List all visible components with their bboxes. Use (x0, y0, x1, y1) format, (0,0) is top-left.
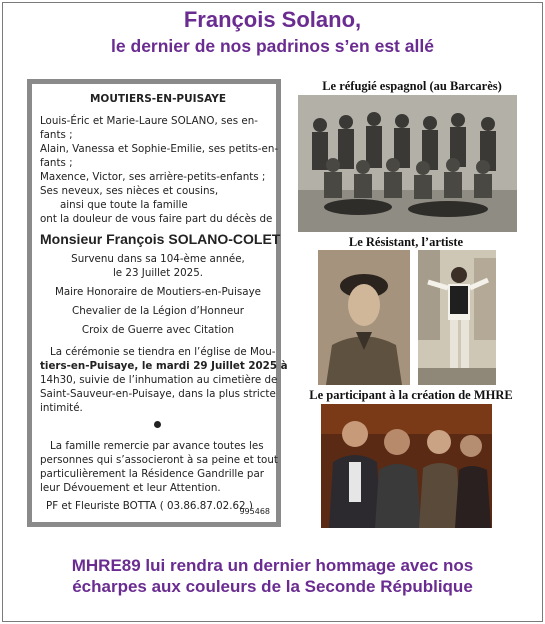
mhre-photo-image (321, 404, 492, 528)
caption-resistant: Le Résistant, l’artiste (348, 235, 464, 249)
notice-place: MOUTIERS-EN-PUISAYE (89, 93, 227, 105)
dancer-image (418, 250, 496, 385)
notice-line: Louis-Éric et Marie-Laure SOLANO, ses en- (40, 115, 258, 127)
ceremony-line: Saint-Sauveur-en-Puisaye, dans la plus stricte (40, 388, 276, 400)
notice-detail: le 23 Juillet 2025. (112, 267, 204, 279)
caption-mhre: Le participant à la création de MHRE (309, 388, 513, 402)
ceremony-line: intimité. (40, 402, 83, 414)
obituary-notice (27, 79, 288, 527)
thanks-line: leur Dévouement et leur Attention. (40, 482, 221, 494)
notice-line: ainsi que toute la famille (60, 199, 188, 211)
thanks-line: particulièrement la Résidence Gandrille par (40, 468, 264, 480)
notice-line: fants ; (40, 157, 73, 169)
page-title: François Solano, (183, 7, 362, 32)
funeral-home: PF et Fleuriste BOTTA ( 03.86.87.02.62 ) (46, 500, 253, 512)
refugee-group-photo (298, 95, 517, 232)
thanks-line: La famille remercie par avance toutes les (50, 440, 264, 452)
ceremony-line: tiers-en-Puisaye, le mardi 29 Juillet 2025 à (40, 360, 288, 372)
notice-line: Maxence, Victor, ses arrière-petits-enfants ; (40, 171, 266, 183)
notice-reference: 995468 (239, 507, 270, 516)
group-photo-image (298, 95, 517, 232)
notice-line: ont la douleur de vous faire part du décès de (40, 213, 273, 225)
deceased-name: Monsieur François SOLANO-COLET (40, 231, 281, 247)
ceremony-line: 14h30, suivie de l’inhumation au cimetière de (40, 374, 278, 386)
portrait-image (318, 250, 410, 385)
notice-line: fants ; (40, 129, 73, 141)
notice-detail: Maire Honoraire de Moutiers-en-Puisaye (54, 286, 262, 298)
footer-line-2: écharpes aux couleurs de la Seconde République (72, 577, 473, 596)
caption-refugee: Le réfugié espagnol (au Barcarès) (322, 79, 502, 93)
thanks-line: personnes qui s’associeront à sa peine et tout (40, 454, 278, 466)
notice-line: Ses neveux, ses nièces et cousins, (40, 185, 219, 197)
notice-detail: Croix de Guerre avec Citation (81, 324, 235, 336)
artist-dancer-photo (418, 250, 496, 385)
notice-line: Alain, Vanessa et Sophie-Emilie, ses petits-en- (40, 143, 279, 155)
notice-detail: Survenu dans sa 104-ème année, (71, 253, 245, 265)
notice-detail: Chevalier de la Légion d’Honneur (72, 305, 244, 317)
ceremony-line: La cérémonie se tiendra en l’église de Mou- (50, 346, 276, 358)
page-subtitle: le dernier de nos padrinos s’en est allé (111, 36, 434, 56)
mhre-group-photo (321, 404, 492, 528)
separator-bullet (154, 421, 161, 428)
resistant-portrait-photo (318, 250, 410, 385)
footer-line-1: MHRE89 lui rendra un dernier hommage avec nos (71, 556, 474, 575)
